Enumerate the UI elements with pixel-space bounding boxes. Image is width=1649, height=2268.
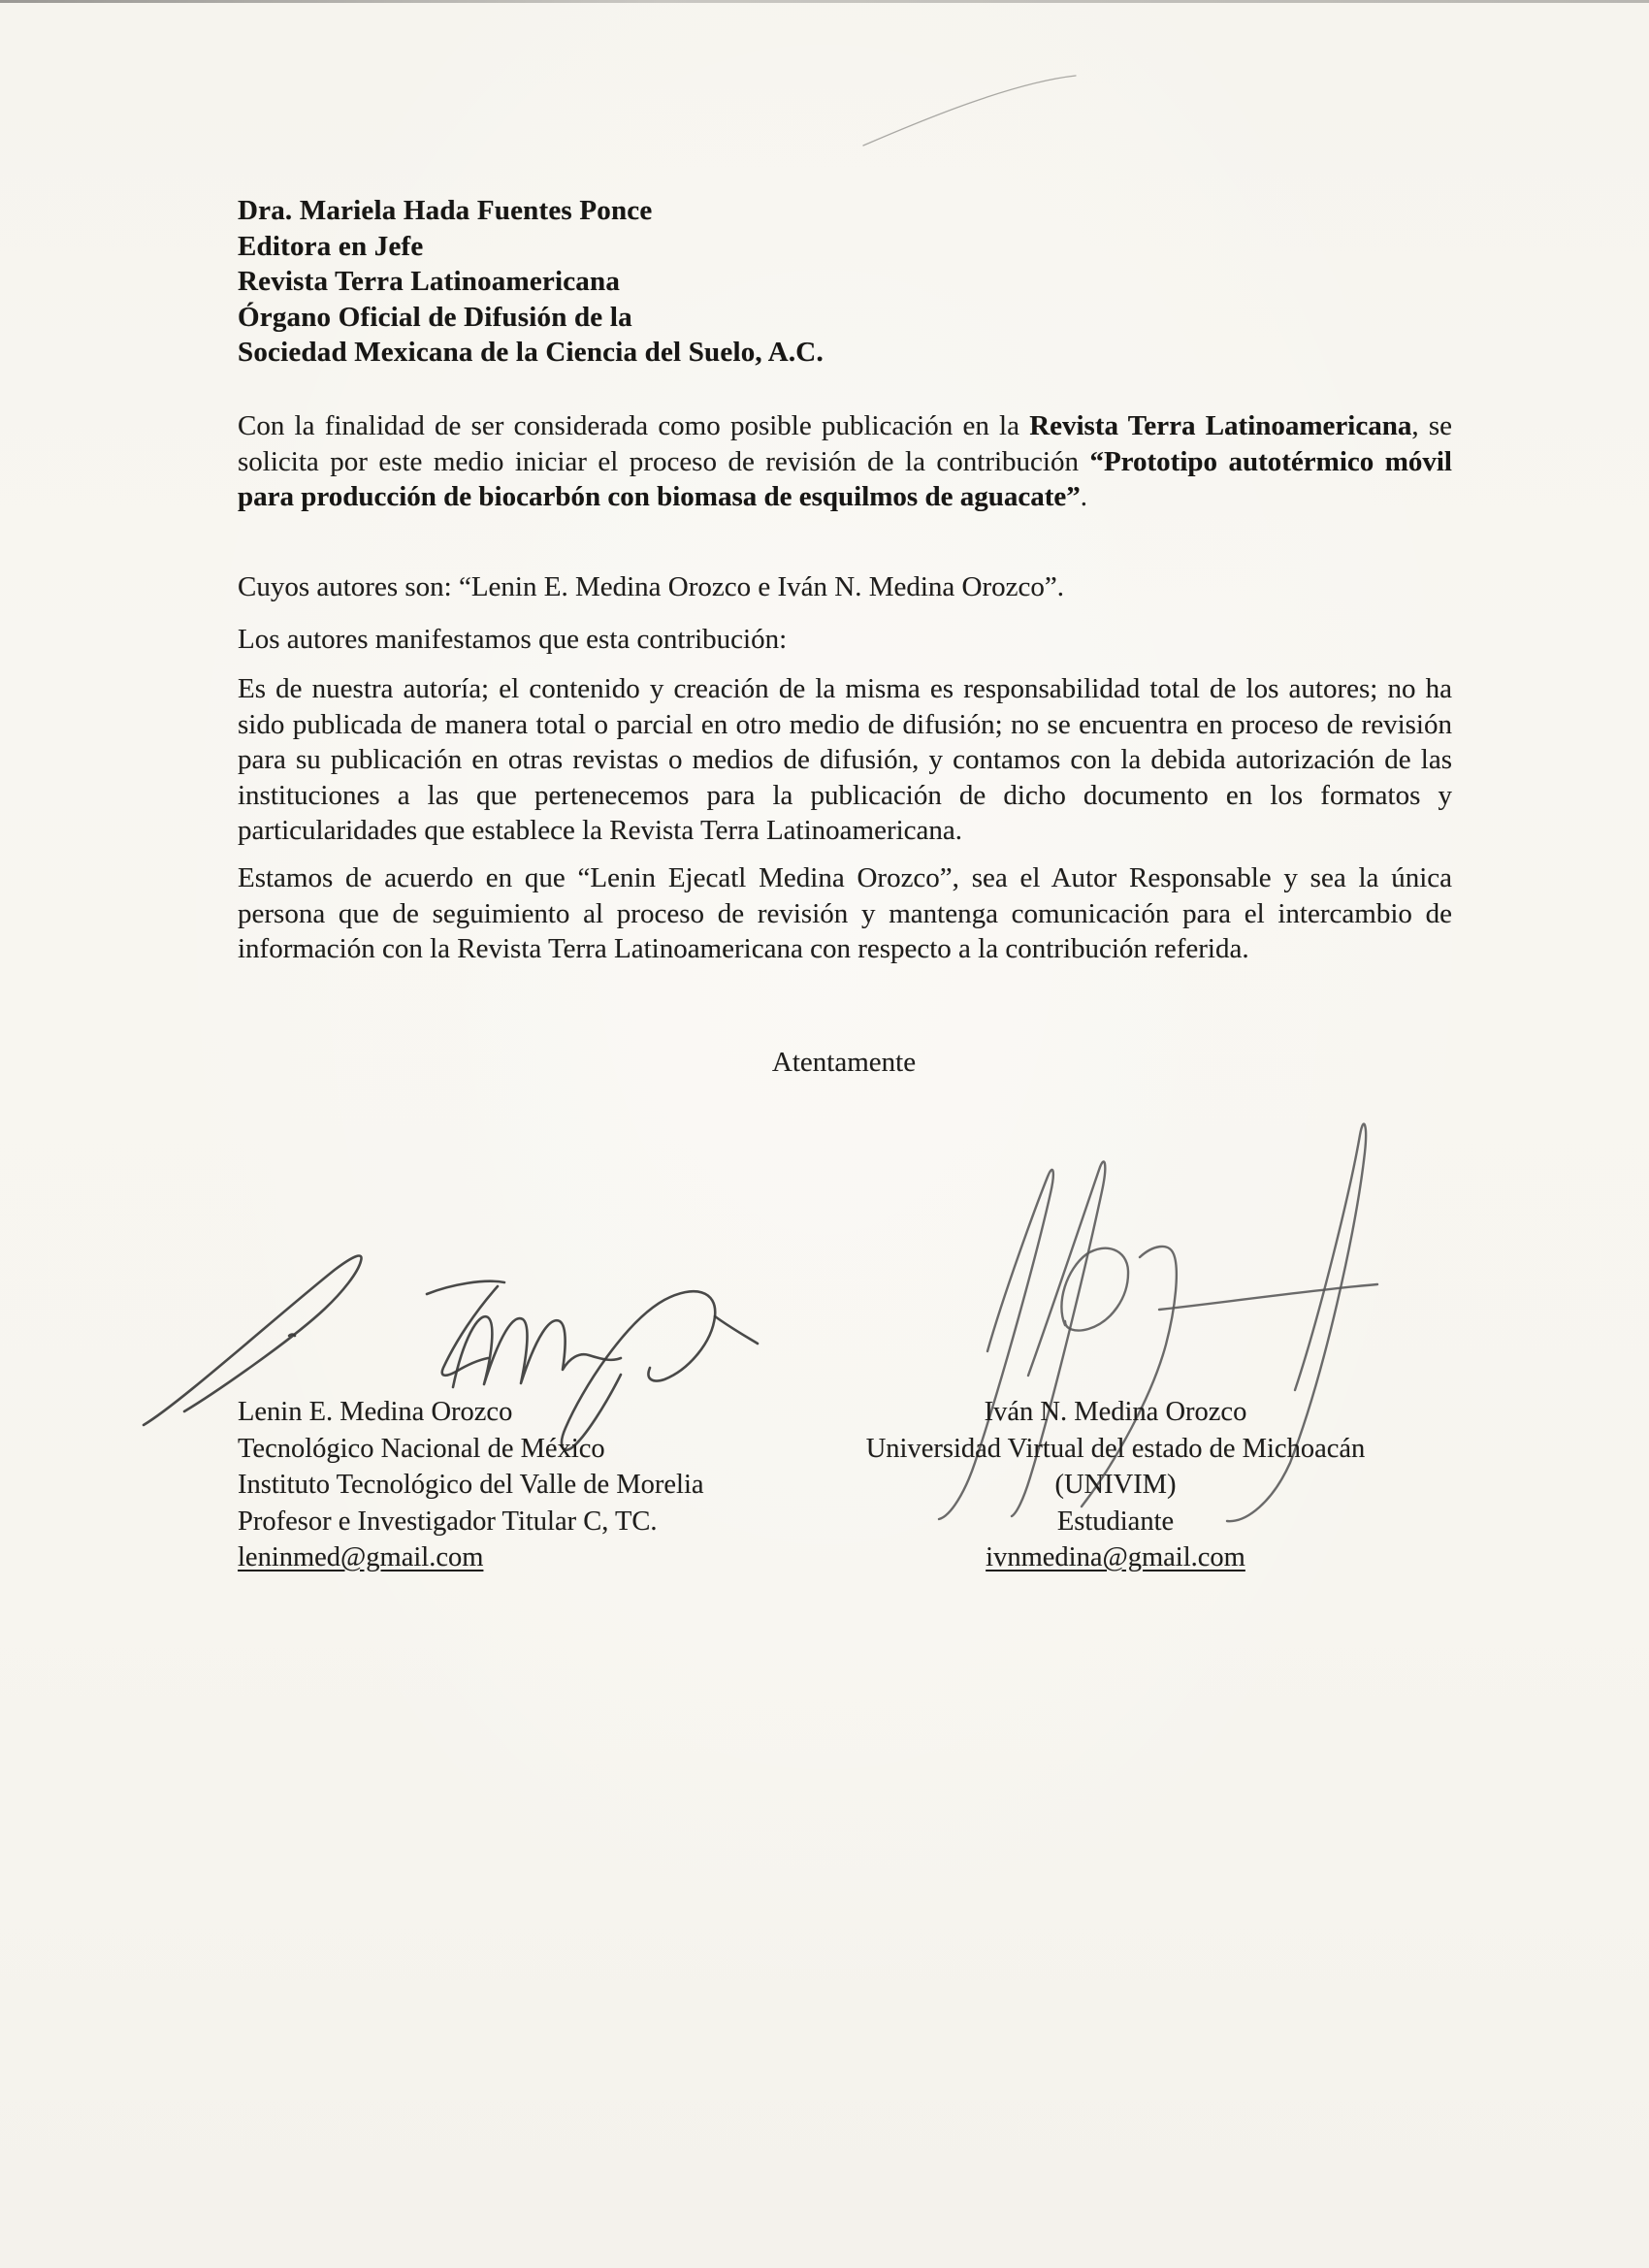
authors-paragraph: Cuyos autores son: “Lenin E. Medina Orozco e Iván N. Medina Orozco”.: [238, 571, 1065, 602]
journal-name-bold: Revista Terra Latinoamericana: [1029, 410, 1412, 441]
signatory-left-block: [238, 1394, 704, 1576]
statement-lead-paragraph: Los autores manifestamos que esta contribución:: [238, 624, 788, 655]
signatory-left-institute: Instituto Tecnológico del Valle de Morelia: [238, 1470, 704, 1500]
intro-run-2: , se solicita por este medio iniciar el proceso de revisión de la contribución: [238, 410, 1452, 477]
stray-pen-mark: [858, 68, 1091, 155]
signatory-right-email: ivnmedina@gmail.com: [986, 1542, 1245, 1572]
recipient-society: Sociedad Mexicana de la Ciencia del Suelo, A.C.: [238, 337, 824, 369]
manuscript-title-bold: “Prototipo autotérmico móvil para producción de biocarbón con biomasa de esquilmos de aguacate”: [238, 445, 1452, 513]
recipient-block: [238, 193, 824, 371]
scan-edge-shadow: [0, 0, 1649, 3]
signatory-right-institution: Universidad Virtual del estado de Michoacán: [865, 1433, 1366, 1464]
closing-salutation: Atentamente: [771, 1047, 917, 1078]
signatory-right-block: [834, 1394, 1397, 1576]
recipient-name: Dra. Mariela Hada Fuentes Ponce: [238, 195, 653, 226]
intro-run-3: .: [1080, 481, 1087, 513]
intro-run-1: Con la finalidad de ser considerada como posible publicación en la: [238, 410, 1030, 441]
recipient-organ: Órgano Oficial de Difusión de la: [238, 301, 632, 333]
responsible-author-paragraph: Estamos de acuerdo en que “Lenin Ejecatl Medina Orozco”, sea el Autor Responsable y sea la única persona que de seguimiento al proceso de revisión y mantenga comunicación para el intercambio de información con la Revista Terra Latinoamericana con respecto a la contribución referida.: [238, 862, 1452, 965]
recipient-journal: Revista Terra Latinoamericana: [238, 266, 621, 298]
signatory-left-email: leninmed@gmail.com: [238, 1542, 484, 1572]
signatory-right-role: Estudiante: [1056, 1506, 1175, 1537]
signatory-right-acronym: (UNIVIM): [1054, 1470, 1177, 1500]
intro-paragraph: [238, 408, 1452, 515]
signatory-right-name: Iván N. Medina Orozco: [984, 1397, 1247, 1427]
signatory-left-role: Profesor e Investigador Titular C, TC.: [238, 1506, 658, 1537]
recipient-title: Editora en Jefe: [238, 230, 424, 262]
signatory-left-institution: Tecnológico Nacional de México: [238, 1433, 605, 1464]
declaration-paragraph: Es de nuestra autoría; el contenido y creación de la misma es responsabilidad total de los autores; no ha sido publicada de manera total o parcial en otro medio de difusión; no se encuentra en proceso de revisión para su publicación en otras revistas o medios de difusión, y contamos con la debida autorización de las instituciones a las que pertenecemos para la publicación de dicho documento en los formatos y particularidades que establece la Revista Terra Latinoamericana.: [238, 673, 1452, 847]
signatory-left-name: Lenin E. Medina Orozco: [238, 1397, 513, 1427]
